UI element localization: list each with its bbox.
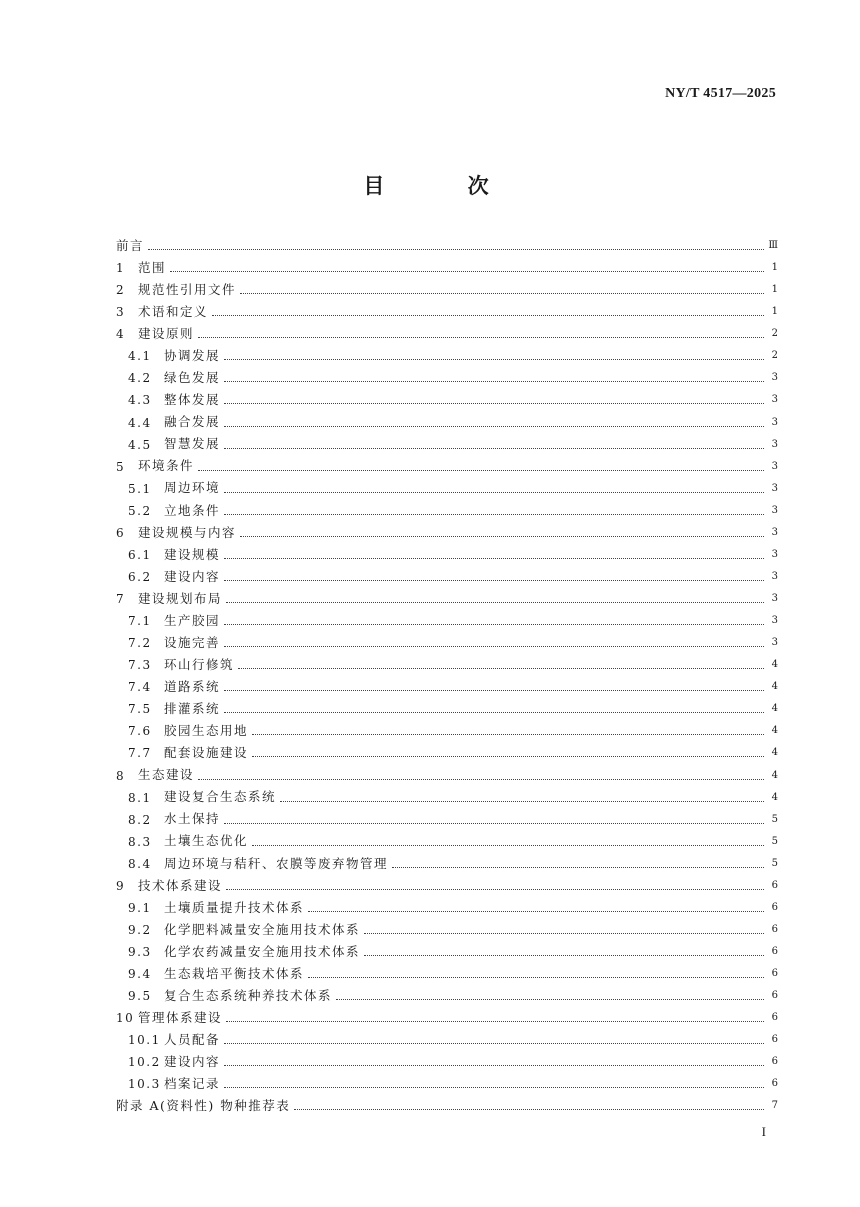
toc-entry-label: 档案记录 bbox=[164, 1076, 221, 1092]
toc-entry[interactable] bbox=[116, 765, 778, 787]
toc-entry-number: 9.3 bbox=[128, 945, 152, 960]
toc-entry-label: 化学农药减量安全施用技术体系 bbox=[164, 943, 361, 959]
toc-entry-page: 4 bbox=[771, 681, 778, 693]
toc-entry-label: 建设规模与内容 bbox=[138, 524, 237, 540]
toc-entry[interactable] bbox=[116, 985, 778, 1007]
toc-entry-number: 7.4 bbox=[128, 680, 152, 695]
toc-entry-number: 10.1 bbox=[128, 1033, 161, 1048]
toc-dot-leader bbox=[294, 1108, 764, 1110]
toc-dot-leader bbox=[280, 800, 764, 802]
toc-dot-leader bbox=[308, 910, 764, 912]
toc-entry-page: 3 bbox=[771, 504, 778, 516]
toc-dot-leader bbox=[170, 270, 764, 272]
toc-entry-number: 10.3 bbox=[128, 1077, 161, 1092]
toc-entry[interactable] bbox=[116, 544, 778, 566]
toc-entry-page: 6 bbox=[771, 946, 778, 958]
toc-entry-number: 7 bbox=[116, 592, 126, 607]
toc-dot-leader bbox=[224, 380, 764, 382]
toc-entry-label: 范围 bbox=[138, 259, 167, 275]
toc-entry-label: 融合发展 bbox=[164, 414, 221, 430]
toc-entry-page: Ⅲ bbox=[768, 240, 778, 252]
toc-entry-number: 2 bbox=[116, 283, 126, 298]
toc-entry[interactable] bbox=[116, 301, 778, 323]
toc-entry[interactable] bbox=[116, 566, 778, 588]
toc-dot-leader bbox=[226, 1020, 764, 1022]
toc-entry-page: 4 bbox=[771, 769, 778, 781]
toc-entry-label: 协调发展 bbox=[164, 348, 221, 364]
toc-entry-label: 整体发展 bbox=[164, 392, 221, 408]
toc-entry-label: 建设原则 bbox=[138, 326, 195, 342]
toc-entry[interactable] bbox=[116, 787, 778, 809]
toc-dot-leader bbox=[226, 888, 764, 890]
toc-entry[interactable] bbox=[116, 875, 778, 897]
toc-dot-leader bbox=[252, 733, 764, 735]
toc-entry-label: 管理体系建设 bbox=[138, 1009, 223, 1025]
toc-entry-page: 3 bbox=[771, 394, 778, 406]
toc-dot-leader bbox=[252, 755, 764, 757]
toc-entry[interactable] bbox=[116, 720, 778, 742]
toc-dot-leader bbox=[224, 822, 764, 824]
toc-entry[interactable] bbox=[116, 500, 778, 522]
toc-entry[interactable] bbox=[116, 1073, 778, 1095]
toc-entry-page: 3 bbox=[771, 593, 778, 605]
toc-entry-number: 10.2 bbox=[128, 1055, 161, 1070]
toc-entry-label: 复合生态系统种养技术体系 bbox=[164, 987, 333, 1003]
toc-entry-page: 5 bbox=[771, 813, 778, 825]
toc-entry-label: 环山行修筑 bbox=[164, 656, 235, 672]
toc-entry-number: 7.6 bbox=[128, 724, 152, 739]
toc-entry-label: 绿色发展 bbox=[164, 370, 221, 386]
toc-entry-page: 6 bbox=[771, 879, 778, 891]
toc-entry-page: 7 bbox=[771, 1100, 778, 1112]
toc-entry[interactable] bbox=[116, 279, 778, 301]
toc-entry-label: 道路系统 bbox=[164, 679, 221, 695]
toc-entry-page: 3 bbox=[771, 438, 778, 450]
toc-entry-number: 4.5 bbox=[128, 437, 152, 452]
toc-dot-leader bbox=[224, 447, 764, 449]
toc-entry-label: 规范性引用文件 bbox=[138, 281, 237, 297]
toc-entry-page: 3 bbox=[771, 570, 778, 582]
toc-entry-page: 3 bbox=[771, 637, 778, 649]
toc-entry-page: 6 bbox=[771, 923, 778, 935]
toc-entry-page: 6 bbox=[771, 1034, 778, 1046]
toc-entry[interactable] bbox=[116, 1007, 778, 1029]
toc-entry-label: 排灌系统 bbox=[164, 701, 221, 717]
toc-entry-page: 4 bbox=[771, 703, 778, 715]
toc-dot-leader bbox=[224, 358, 764, 360]
toc-entry-page: 4 bbox=[771, 659, 778, 671]
toc-entry-page: 2 bbox=[771, 328, 778, 340]
toc-entry[interactable] bbox=[116, 588, 778, 610]
toc-entry-number: 8.4 bbox=[128, 856, 152, 871]
toc-entry-number: 3 bbox=[116, 305, 126, 320]
toc-entry-number: 7.2 bbox=[128, 636, 152, 651]
toc-entry-number: 9.1 bbox=[128, 900, 152, 915]
toc-entry[interactable] bbox=[116, 698, 778, 720]
toc-entry-label: 生态建设 bbox=[138, 767, 195, 783]
toc-entry-label: 周边环境与秸秆、农膜等废弃物管理 bbox=[164, 855, 389, 871]
toc-entry-label: 土壤质量提升技术体系 bbox=[164, 899, 305, 915]
toc-entry-number: 8.1 bbox=[128, 790, 152, 805]
toc-entry-number: 8.2 bbox=[128, 812, 152, 827]
toc-entry-label: 前言 bbox=[116, 237, 145, 253]
toc-entry[interactable] bbox=[116, 809, 778, 831]
toc-dot-leader bbox=[224, 1064, 764, 1066]
toc-entry-number: 4.3 bbox=[128, 393, 152, 408]
toc-dot-leader bbox=[224, 402, 764, 404]
toc-entry-label: 建设内容 bbox=[164, 1054, 221, 1070]
toc-entry[interactable] bbox=[116, 610, 778, 632]
toc-entry[interactable] bbox=[116, 389, 778, 411]
toc-entry[interactable] bbox=[116, 676, 778, 698]
toc-entry[interactable] bbox=[116, 919, 778, 941]
page-title: 目 次 bbox=[363, 174, 527, 198]
toc-dot-leader bbox=[224, 579, 764, 581]
toc-entry-number: 7.5 bbox=[128, 702, 152, 717]
toc-entry-page: 3 bbox=[771, 548, 778, 560]
toc-entry[interactable] bbox=[116, 853, 778, 875]
toc-entry-page: 3 bbox=[771, 416, 778, 428]
toc-entry-number: 7.1 bbox=[128, 614, 152, 629]
toc-entry[interactable] bbox=[116, 742, 778, 764]
toc-dot-leader bbox=[198, 469, 764, 471]
toc-entry-page: 6 bbox=[771, 990, 778, 1002]
toc-entry-number: 6.1 bbox=[128, 547, 152, 562]
toc-dot-leader bbox=[240, 292, 764, 294]
toc-entry-page: 6 bbox=[771, 1078, 778, 1090]
toc-entry-page: 3 bbox=[771, 615, 778, 627]
page-number: I bbox=[761, 1124, 766, 1139]
toc-entry-page: 3 bbox=[771, 372, 778, 384]
toc-entry-label: 生产胶园 bbox=[164, 612, 221, 628]
toc-entry[interactable] bbox=[116, 1029, 778, 1051]
toc-entry[interactable] bbox=[116, 478, 778, 500]
toc-entry-label: 生态栽培平衡技术体系 bbox=[164, 965, 305, 981]
toc-entry-number: 4.4 bbox=[128, 415, 152, 430]
toc-entry-page: 4 bbox=[771, 791, 778, 803]
toc-dot-leader bbox=[226, 601, 764, 603]
toc-dot-leader bbox=[224, 491, 764, 493]
toc-entry[interactable] bbox=[116, 522, 778, 544]
toc-entry-number: 5.2 bbox=[128, 503, 152, 518]
toc-entry-number: 9.5 bbox=[128, 989, 152, 1004]
toc-entry-page: 6 bbox=[771, 1012, 778, 1024]
standard-code: NY/T 4517—2025 bbox=[665, 86, 776, 101]
toc-entry-label: 配套设施建设 bbox=[164, 745, 249, 761]
toc-dot-leader bbox=[364, 954, 764, 956]
toc-entry-page: 6 bbox=[771, 1056, 778, 1068]
toc-entry-label: 建设内容 bbox=[164, 568, 221, 584]
toc-entry[interactable] bbox=[116, 941, 778, 963]
toc-entry-number: 10 bbox=[116, 1011, 135, 1026]
toc-entry-label: 人员配备 bbox=[164, 1032, 221, 1048]
toc-entry[interactable] bbox=[116, 831, 778, 853]
toc-entry-page: 3 bbox=[771, 482, 778, 494]
toc-dot-leader bbox=[224, 513, 764, 515]
toc-entry-number: 7.3 bbox=[128, 658, 152, 673]
toc-dot-leader bbox=[212, 314, 764, 316]
toc-entry-number: 4.2 bbox=[128, 371, 152, 386]
toc-entry[interactable] bbox=[116, 434, 778, 456]
toc-entry[interactable] bbox=[116, 456, 778, 478]
toc-entry-number: 5.1 bbox=[128, 481, 152, 496]
toc-dot-leader bbox=[224, 557, 764, 559]
toc-entry-label: 土壤生态优化 bbox=[164, 833, 249, 849]
toc-dot-leader bbox=[148, 248, 764, 250]
toc-dot-leader bbox=[364, 932, 764, 934]
toc-entry-label: 建设复合生态系统 bbox=[164, 789, 277, 805]
toc-entry-number: 9 bbox=[116, 878, 126, 893]
toc-entry-page: 4 bbox=[771, 747, 778, 759]
toc-entry-page: 1 bbox=[771, 306, 778, 318]
toc-entry-number: 4.1 bbox=[128, 349, 152, 364]
toc-dot-leader bbox=[252, 844, 764, 846]
toc-dot-leader bbox=[224, 1086, 764, 1088]
toc-entry[interactable] bbox=[116, 654, 778, 676]
toc-entry-label: 建设规模 bbox=[164, 546, 221, 562]
toc-entry-label: 术语和定义 bbox=[138, 303, 209, 319]
toc-dot-leader bbox=[238, 667, 764, 669]
toc-entry-number: 9.4 bbox=[128, 967, 152, 982]
toc-entry-label: 技术体系建设 bbox=[138, 877, 223, 893]
toc-entry-number: 6.2 bbox=[128, 569, 152, 584]
toc-entry-label: 智慧发展 bbox=[164, 436, 221, 452]
toc-entry-page: 3 bbox=[771, 460, 778, 472]
toc-dot-leader bbox=[392, 866, 764, 868]
toc-entry[interactable] bbox=[116, 412, 778, 434]
toc-entry-label: 设施完善 bbox=[164, 634, 221, 650]
toc-entry[interactable] bbox=[116, 235, 778, 257]
toc-entry[interactable] bbox=[116, 632, 778, 654]
toc-entry-label: 周边环境 bbox=[164, 480, 221, 496]
toc-entry[interactable] bbox=[116, 367, 778, 389]
toc-dot-leader bbox=[336, 998, 764, 1000]
toc-entry[interactable] bbox=[116, 257, 778, 279]
toc-dot-leader bbox=[224, 645, 764, 647]
toc-entry-number: 1 bbox=[116, 261, 126, 276]
toc-entry-page: 2 bbox=[771, 350, 778, 362]
toc-entry-label: 建设规划布局 bbox=[138, 590, 223, 606]
toc-entry-number: 8.3 bbox=[128, 834, 152, 849]
toc-entry-number: 5 bbox=[116, 459, 126, 474]
toc-entry[interactable] bbox=[116, 1051, 778, 1073]
toc-entry[interactable] bbox=[116, 963, 778, 985]
toc-dot-leader bbox=[308, 976, 764, 978]
toc-dot-leader bbox=[224, 689, 764, 691]
toc-dot-leader bbox=[224, 1042, 764, 1044]
toc-entry-number: 4 bbox=[116, 327, 126, 342]
toc-entry-label: 立地条件 bbox=[164, 502, 221, 518]
toc-entry-page: 6 bbox=[771, 968, 778, 980]
toc-entry-page: 3 bbox=[771, 526, 778, 538]
toc-entry-page: 1 bbox=[771, 284, 778, 296]
toc-entry[interactable] bbox=[116, 1095, 778, 1117]
toc-entry-page: 5 bbox=[771, 857, 778, 869]
toc-entry-page: 4 bbox=[771, 725, 778, 737]
toc-entry[interactable] bbox=[116, 897, 778, 919]
toc-entry-label: 附录 A(资料性) 物种推荐表 bbox=[116, 1098, 291, 1114]
toc-dot-leader bbox=[224, 711, 764, 713]
toc-entry-page: 1 bbox=[771, 262, 778, 274]
toc-entry-label: 水土保持 bbox=[164, 811, 221, 827]
toc-entry-number: 9.2 bbox=[128, 922, 152, 937]
toc-dot-leader bbox=[198, 778, 764, 780]
toc-dot-leader bbox=[198, 336, 764, 338]
table-of-contents bbox=[116, 235, 778, 1118]
toc-dot-leader bbox=[224, 425, 764, 427]
toc-entry-label: 化学肥料减量安全施用技术体系 bbox=[164, 921, 361, 937]
toc-entry[interactable] bbox=[116, 345, 778, 367]
toc-entry[interactable] bbox=[116, 323, 778, 345]
toc-dot-leader bbox=[240, 535, 764, 537]
toc-entry-number: 6 bbox=[116, 525, 126, 540]
toc-entry-label: 胶园生态用地 bbox=[164, 723, 249, 739]
toc-entry-label: 环境条件 bbox=[138, 458, 195, 474]
toc-entry-page: 6 bbox=[771, 901, 778, 913]
toc-entry-number: 8 bbox=[116, 768, 126, 783]
toc-entry-page: 5 bbox=[771, 835, 778, 847]
toc-entry-number: 7.7 bbox=[128, 746, 152, 761]
toc-dot-leader bbox=[224, 623, 764, 625]
